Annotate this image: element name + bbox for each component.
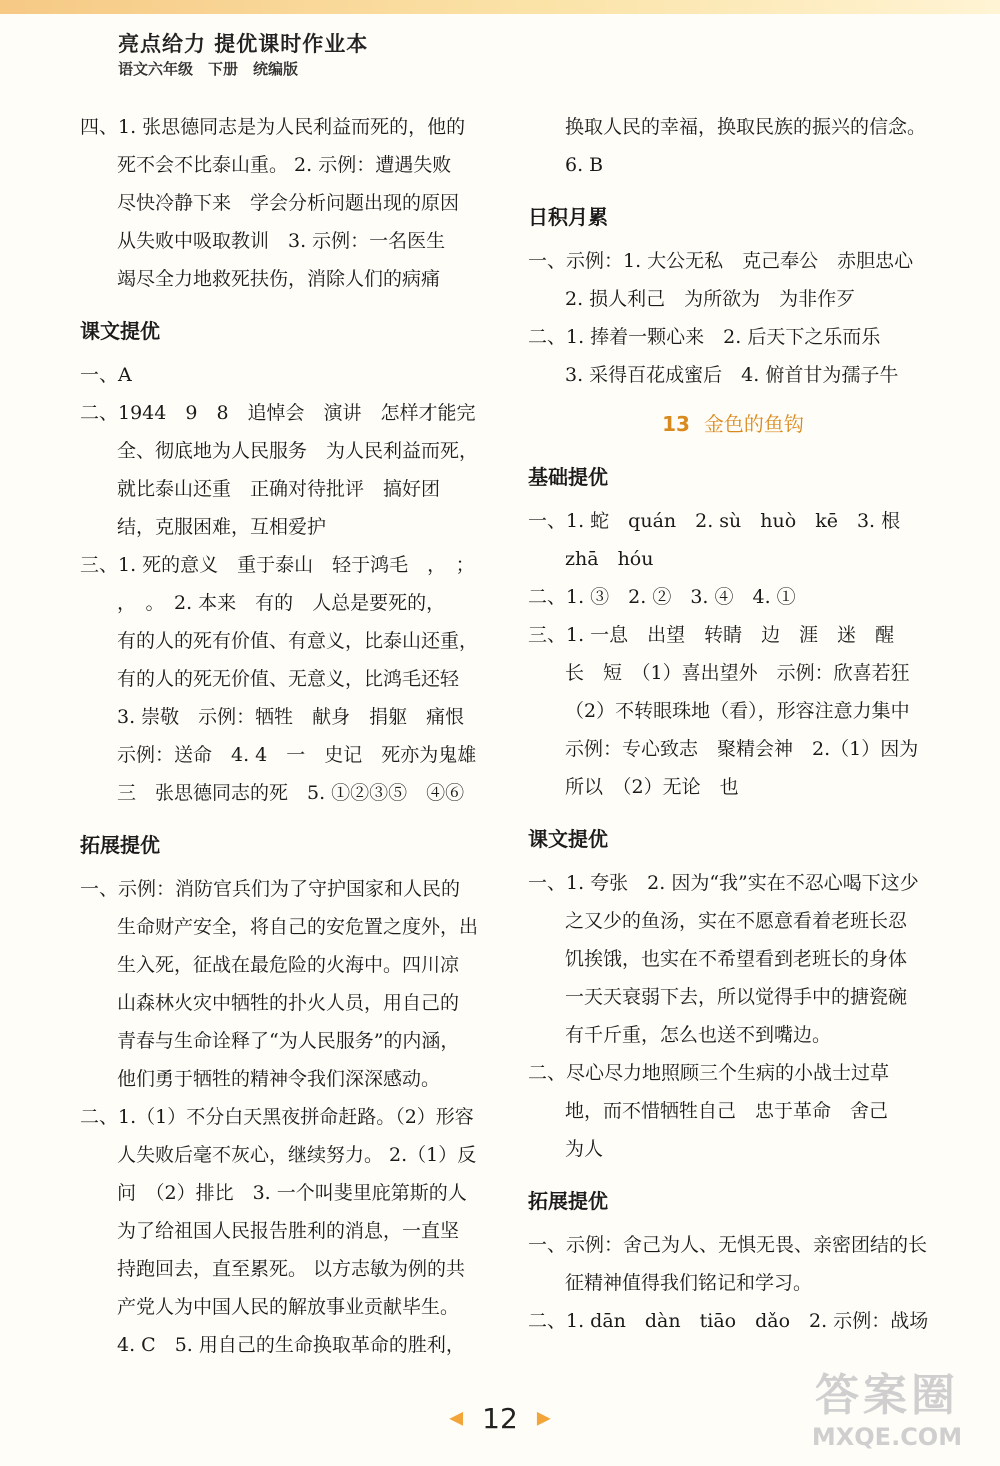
answer-line: 示例：送命 4. 4 一 史记 死亦为鬼雄 <box>117 744 477 766</box>
answer-line: 二、1. 捧着一颗心来 2. 后天下之乐而乐 <box>528 326 881 348</box>
next-arrow-icon: ▶ <box>536 1407 551 1429</box>
answer-line: 生命财产安全，将自己的安危置之度外，出 <box>117 916 479 938</box>
section-heading: 拓展提优 <box>80 833 160 857</box>
answer-line: 青春与生命诠释了“为人民服务”的内涵， <box>117 1030 460 1052</box>
book-subtitle: 语文六年级 下册 统编版 <box>118 60 299 78</box>
answer-line: 全、彻底地为人民服务 为人民利益而死， <box>117 440 479 462</box>
lesson-name: 金色的鱼钩 <box>703 412 804 436</box>
watermark-logo <box>782 1370 992 1460</box>
section-heading: 日积月累 <box>528 205 608 229</box>
answer-line: 结，克服困难，互相爱护 <box>117 516 327 538</box>
answer-line: 有千斤重，怎么也送不到嘴边。 <box>565 1024 832 1046</box>
answer-line: zhā hóu <box>565 548 654 570</box>
answer-line: 换取人民的幸福，换取民族的振兴的信念。 <box>565 116 927 138</box>
book-header <box>118 30 418 80</box>
section-heading: 拓展提优 <box>528 1189 608 1213</box>
answer-line: 一、示例：消防官兵们为了守护国家和人民的 <box>80 878 461 900</box>
answer-line: 二、尽心尽力地照顾三个生病的小战士过草 <box>528 1062 890 1084</box>
answer-line: 3. 崇敬 示例：牺牲 献身 捐躯 痛恨 <box>117 706 465 728</box>
top-decorative-band <box>0 0 1000 14</box>
answer-line: 征精神值得我们铭记和学习。 <box>565 1272 813 1294</box>
answer-line: 问 （2）排比 3. 一个叫斐里庇第斯的人 <box>117 1182 467 1204</box>
answer-line: 地，而不惜牺牲自己 忠于革命 舍己 <box>565 1100 889 1122</box>
answer-line: 有的人的死有价值、有意义，比泰山还重， <box>117 630 479 652</box>
answer-line: 死不会不比泰山重。 2. 示例：遭遇失败 <box>117 154 452 176</box>
answer-line: 4. C 5. 用自己的生命换取革命的胜利， <box>117 1334 465 1356</box>
answer-line: 人失败后毫不灰心，继续努力。 2.（1）反 <box>117 1144 477 1166</box>
answer-line: 尽快冷静下来 学会分析问题出现的原因 <box>117 192 460 214</box>
page-number: 12 <box>482 1401 518 1435</box>
answer-line: 6. B <box>565 154 604 176</box>
answer-line: （2）不转眼珠地（看），形容注意力集中 <box>565 700 910 722</box>
answer-line: 产党人为中国人民的解放事业贡献毕生。 <box>117 1296 460 1318</box>
answer-line: 示例：专心致志 聚精会神 2.（1）因为 <box>565 738 919 760</box>
answer-line: 所以 （2）无论 也 <box>565 776 739 798</box>
right-column <box>528 108 938 1340</box>
left-column <box>80 108 492 1364</box>
answer-line: 生入死，征战在最危险的火海中。四川凉 <box>117 954 460 976</box>
book-title: 亮点给力 提优课时作业本 <box>118 32 369 56</box>
answer-line: 就比泰山还重 正确对待批评 搞好团 <box>117 478 441 500</box>
answer-line: 一、A <box>80 364 132 386</box>
watermark-url: MXQE.COM <box>811 1423 963 1451</box>
answer-line: 四、1. 张思德同志是为人民利益而死的，他的 <box>80 116 466 138</box>
answer-line: 一天天衰弱下去，所以觉得手中的搪瓷碗 <box>565 986 908 1008</box>
answer-line: 3. 采得百花成蜜后 4. 俯首甘为孺子牛 <box>565 364 899 386</box>
answer-line: 他们勇于牺牲的精神令我们深深感动。 <box>117 1068 441 1090</box>
answer-line: ， 。 2. 本来 有的 人总是要死的， <box>117 592 446 614</box>
answer-line: 三、1. 一息 出望 转睛 边 涯 迷 醒 <box>528 624 895 646</box>
lesson-title <box>528 404 938 444</box>
answer-line: 二、1. dān dàn tiāo dǎo 2. 示例：战场 <box>528 1310 929 1332</box>
section-heading: 课文提优 <box>80 319 160 343</box>
answer-line: 2. 损人利己 为所欲为 为非作歹 <box>565 288 856 310</box>
answer-line: 三、1. 死的意义 重于泰山 轻于鸿毛 ， ； <box>80 554 475 576</box>
answer-line: 一、1. 蛇 quán 2. sù huò kē 3. 根 <box>528 510 901 532</box>
answer-line: 二、1.（1）不分白天黑夜拼命赶路。（2）形容 <box>80 1106 474 1128</box>
answer-line: 长 短 （1）喜出望外 示例：欣喜若狂 <box>565 662 910 684</box>
answer-line: 一、示例：1. 大公无私 克己奉公 赤胆忠心 <box>528 250 914 272</box>
answer-line: 有的人的死无价值、无意义，比鸿毛还轻 <box>117 668 460 690</box>
answer-line: 持跑回去，直至累死。 以方志敏为例的共 <box>117 1258 466 1280</box>
answer-line: 三 张思德同志的死 5. ①②③⑤ ④⑥ <box>117 782 465 804</box>
lesson-number: 13 <box>662 412 690 436</box>
answer-line: 山森林火灾中牺牲的扑火人员，用自己的 <box>117 992 460 1014</box>
section-heading: 基础提优 <box>528 465 608 489</box>
answer-line: 一、示例：舍己为人、无惧无畏、亲密团结的长 <box>528 1234 928 1256</box>
answer-line: 一、1. 夸张 2. 因为“我”实在不忍心喝下这少 <box>528 872 919 894</box>
prev-arrow-icon: ◀ <box>449 1407 464 1429</box>
answer-line: 为了给祖国人民报告胜利的消息，一直坚 <box>117 1220 460 1242</box>
answer-line: 之又少的鱼汤，实在不愿意看着老班长忍 <box>565 910 908 932</box>
answer-line: 二、1944 9 8 追悼会 演讲 怎样才能完 <box>80 402 476 424</box>
answer-line: 竭尽全力地救死扶伤，消除人们的病痛 <box>117 268 441 290</box>
watermark-text: 答案圈 <box>815 1370 959 1421</box>
answer-line: 二、1. ③ 2. ② 3. ④ 4. ① <box>528 586 796 608</box>
answer-line: 为人 <box>565 1138 604 1160</box>
section-heading: 课文提优 <box>528 827 608 851</box>
answer-line: 从失败中吸取教训 3. 示例：一名医生 <box>117 230 446 252</box>
answer-line: 饥挨饿，也实在不希望看到老班长的身体 <box>565 948 908 970</box>
